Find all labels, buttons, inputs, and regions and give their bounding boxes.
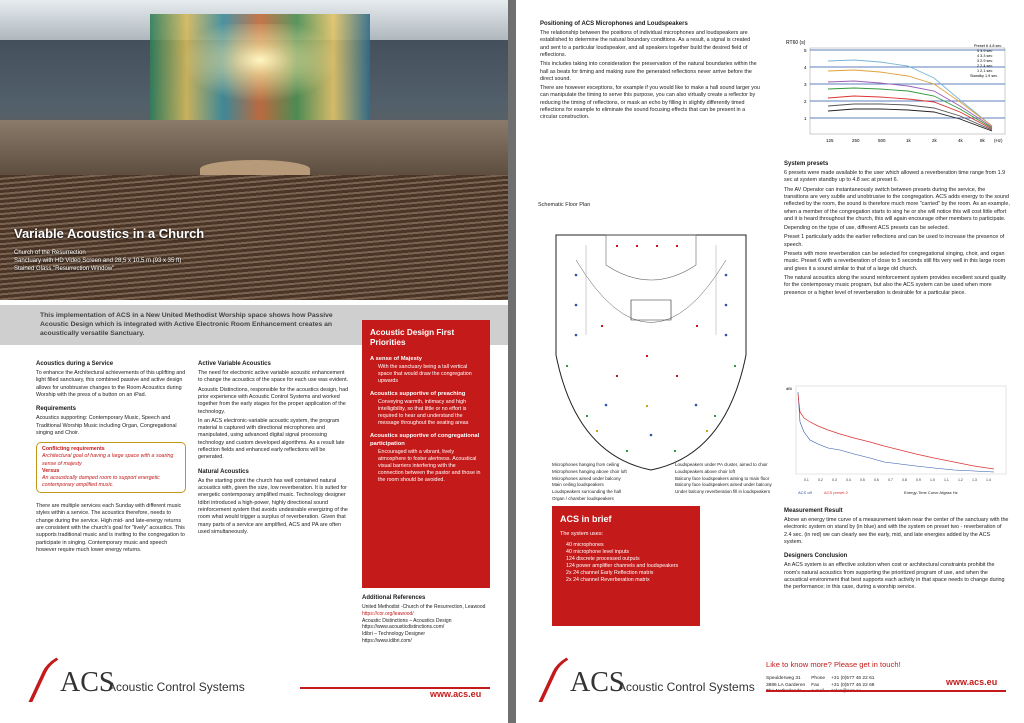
rt60-ylabel: RT60 (s) — [786, 40, 806, 46]
paragraph: As the starting point the church has well contained natural acoustics with, given the size, low reverberation. It is suited for energetic contemporary amplified music. Technology designer Idibri introduced a high-power, highly directional sound reinforcement system that avoids undesirable energizing of the room what would trigger a surplus of reverberation. Given that many parts of a service are amplified, ACS and PA are often used simultaneously. — [198, 477, 348, 535]
svg-text:0.8: 0.8 — [902, 478, 907, 482]
priorities-box: Acoustic Design First Priorities A sense of Majesty With the sanctuary being a tall vertical space that would draw the congregation upwards Acoustics supportive of preaching Conveying warmth, intimacy and high intelligibility, so that little or no effort is required to hear and understand the message throughout the seating areas Acoustics supportive of congregational participation Encouraged with a vibrant, lively atmosphere to foster alertness. Acoustical visual barriers interfering with the connection between the pastor and those in the room should be avoided. — [362, 320, 490, 588]
references: Additional References United Methodist -Church of the Resurrection, Leawood https://cor.org/leawood/ Acoustic Distinctions – Acoustics Design https://www.acousticdistinctions.com/ Idibri – Technology Designer https://www.idibri.com/ — [362, 594, 492, 645]
conflict-box: Conflicting requirements Architectural goal of having a large space with a soaring sense of majesty Versus An acoustically damped room to support energetic contemporary amplified music. — [36, 442, 186, 493]
legend-item: Main ceiling loudspeakers — [552, 482, 604, 488]
legend-item: Loudspeakers under PA cluster, aimed to choir — [675, 462, 768, 467]
legend-item: Balcony face loudspeakers aiming to main floor — [675, 475, 770, 481]
reference-link[interactable]: https://www.idibri.com/ — [362, 637, 412, 644]
svg-text:dBi: dBi — [786, 386, 792, 391]
svg-text:1.1: 1.1 — [944, 478, 949, 482]
column-1 — [36, 360, 186, 556]
brief-item: 40 microphones — [566, 541, 604, 548]
heading: Requirements — [36, 406, 77, 413]
reference-link[interactable]: https://cor.org/leawood/ — [362, 610, 414, 617]
svg-text:4: 4 — [804, 65, 807, 70]
cta: Like to know more? Please get in touch! — [766, 660, 901, 669]
rt60-chart — [784, 36, 1014, 154]
paragraph: The need for electronic active variable acoustic enhancement to change the acoustics of the space for each use was evident. — [198, 370, 349, 384]
svg-text:1.3: 1.3 — [972, 478, 977, 482]
legend-item: Organ / chamber loudspeakers — [552, 495, 614, 501]
measurement-section: Measurement Result Above an energy time curve of a measurement taken near the center of the sanctuary with the electronic system on stand by (in blue) and with the system on preset two - reverberation of 2.4 sec. (in red) we can clearly see the early, mid, and late energies added by the ACS system. Designers Conclusion An ACS system is an effective solution when cost or architectural constraints prohibit the room's natural acoustics from supporting the prioritized program of use, and when the acoustical environment that best supports each activity in that space needs to change during the performance; in this case, during a worship service. — [784, 508, 1009, 591]
paragraph: In an ACS electronic-variable acoustic system, the program material is captured with directional microphones and manipulated, using advanced digital signal processing technology and custom developed algorithms. As a result late reflection fields and enhanced early reflections will be generated. — [198, 417, 345, 461]
svg-text:0.1: 0.1 — [804, 478, 809, 482]
svg-text:1 2.1 sec: 1 2.1 sec — [977, 69, 993, 73]
brochure-page-left — [0, 0, 508, 723]
legend-item: Loudspeakers above choir loft — [675, 468, 736, 474]
legend-item: Loudspeakers surrounding the hall — [552, 489, 622, 494]
presets-section: System presets 6 presets were made available to the user which allowed a reverberation time range from 1.9 sec at system standby up to 4.8 sec at preset 6. The AV Operator can instantaneously switch between presets during the service, the transitions are very subtle and unobtrusive to the congregation. ACS adds energy to the sound reflected by the room, the sound is therefore much more "carried" by the room. As an example, when a member of the congregation starts to sing he or she will notice this will cost little effort and it is heard throughout the church, this will again encourage other members to participate. Depending on the type of use, different ACS presets can be selected. Preset 1 particularly adds the earlier reflections and can be used to increase the presence of speech. Presets with more reverberation can be selected for congregational singing, choir, and organ music. Preset 6 with a reverberation of close to 5 seconds still fits very well in this large room and gives it a sound similar to that of a large old church. The natural acoustics along the sound reinforcement system provides excellent sound quality for the contemporary music program, but also the ACS system can be used when more presence or a higher level of reverberation is desirable for a particular piece. — [784, 161, 1010, 296]
intro-text: This implementation of ACS in a New United Methodist Worship space shows how Passive Acoustic Design which is integrated with Active Electronic Room Enhancement creates an acoustically versatile Sanctuary. — [40, 312, 333, 337]
svg-text:125: 125 — [826, 138, 834, 143]
svg-text:3 2.9 sec: 3 2.9 sec — [977, 59, 993, 63]
svg-text:2 2.4 sec: 2 2.4 sec — [977, 64, 993, 68]
svg-text:500: 500 — [878, 138, 886, 143]
subtitle-line: Stained Glass "Resurrection Window" — [14, 266, 115, 273]
heading: Acoustics during a Service — [36, 361, 114, 367]
brief-item: 2x 24 channel Reverberation matrix — [566, 577, 650, 584]
acs-logo: ACS Acoustic Control Systems — [540, 652, 780, 707]
svg-text:Standby 1.9 sec: Standby 1.9 sec — [970, 74, 998, 78]
legend-item: Balcony face loudspeakers aimed under balcony — [675, 482, 772, 488]
svg-text:8k: 8k — [980, 138, 985, 143]
contact-table: Speulderweg 31 Phone +31 (0)577 46 22 61 3886 LA Garderen Fax +31 (0)577 46 22 68 — [766, 676, 880, 695]
website-link[interactable]: www.acs.eu — [430, 689, 482, 699]
svg-text:4k: 4k — [958, 138, 963, 143]
svg-text:0.4: 0.4 — [846, 478, 851, 482]
svg-text:2k: 2k — [932, 138, 937, 143]
svg-text:0.9: 0.9 — [916, 478, 921, 482]
svg-text:ACS off: ACS off — [798, 490, 812, 495]
svg-text:ACS preset 2: ACS preset 2 — [824, 490, 848, 495]
svg-text:5 3.9 sec: 5 3.9 sec — [977, 49, 993, 53]
svg-text:0.5: 0.5 — [860, 478, 865, 482]
column-2 — [198, 360, 350, 538]
svg-text:1: 1 — [804, 116, 807, 121]
paragraph: Acoustic Distinctions, responsible for the acoustics design, had prior experience with Acoustic Control Systems and worked together from the early stages for the proper application of the technology. — [198, 386, 349, 415]
phone-number[interactable]: +31 (0)577 46 22 61 — [831, 676, 875, 682]
legend-item: Microphones hanging from ceiling — [552, 462, 620, 467]
floor-plan-diagram — [546, 200, 756, 480]
title-overlay — [14, 225, 274, 274]
heading: Active Variable Acoustics — [198, 361, 271, 367]
website-link[interactable]: www.acs.eu — [946, 677, 998, 687]
svg-text:0.7: 0.7 — [888, 478, 893, 482]
church-photo — [0, 0, 508, 300]
floor-plan-title: Schematic Floor Plan — [538, 202, 591, 208]
svg-text:250: 250 — [852, 138, 860, 143]
subtitle-line: Church of the Resurrection — [14, 249, 86, 256]
subtitle-line: Sanctuary with HD Video Screen and 28,5 x 10,5 m (93 x 35 ft) — [14, 257, 182, 264]
svg-text:Energy-Time Curve Afgass Hz: Energy-Time Curve Afgass Hz — [904, 490, 958, 495]
legend-item: Microphones aimed under balcony — [552, 475, 621, 481]
svg-text:0.6: 0.6 — [874, 478, 879, 482]
legend-item: Microphones hanging above choir loft — [552, 468, 627, 474]
brief-item: 40 microphone level inputs — [566, 548, 630, 555]
acs-in-brief-box: ACS in brief The system uses: 40 microphones 40 microphone level inputs 124 discrete processed outputs 124 power amplifier channels and loudspeakers 2x 24 channel Early Reflection matrix 2x 24 channel Reverberation matrix — [552, 506, 700, 626]
brief-item: 2x 24 channel Early Reflection matrix — [566, 570, 654, 577]
svg-text:1.0: 1.0 — [930, 478, 935, 482]
paragraph: Acoustics supporting: Contemporary Music, Speech and Traditional Worship Music including Organ, Congregational singing and Choir. — [36, 415, 177, 436]
svg-text:4 3.3 sec: 4 3.3 sec — [977, 54, 993, 58]
svg-text:(Hz): (Hz) — [994, 138, 1003, 143]
svg-text:2: 2 — [804, 99, 807, 104]
paragraph: There are multiple services each Sunday with different music styles within a service. The acoustics therefore, needs to change during the service. High mid- and late-energy returns are consistent with the church's goal for "lively" acoustics. This supports traditional music and is inviting to the congregation to participate in singing. Contemporary music and speech however require much lower energy returns. — [36, 503, 185, 553]
paragraph: To enhance the Architectural achievements of this uplifting and light filled sanctuary, this combined passive and active design allows for unobtrusive changes to the Room Acoustics during Worship with the press of a button on an iPad. — [36, 370, 186, 398]
svg-text:3: 3 — [804, 82, 807, 87]
page-title: Variable Acoustics in a Church — [14, 226, 205, 241]
brief-item: 124 power amplifier channels and loudspeakers — [566, 562, 679, 569]
positioning-section: Positioning of ACS Microphones and Loudspeakers The relationship between the positions of individual microphones and loudspeakers are established to determine the natural boundary conditions. As a result, a signal is created and sent to a particular loudspeaker, and all speakers together build the desired field of reflections. This includes taking into consideration the preservation of the natural boundaries within the hall as beats for timing and making sure the generated reflections never arrive before the direct sound. There are however exceptions, for example if you would like to make a hall sound larger you can manipulate the timing to serve this purpose, you can also virtually create a reflector by reducing the timing of reflections, or mask an echo by filling in slightly differently timed reflections for example to eliminate the sound focusing effects that can be present in a circular construction. — [540, 21, 760, 121]
svg-text:1.4: 1.4 — [986, 478, 991, 482]
svg-text:Preset 6 4.8 sec: Preset 6 4.8 sec — [974, 44, 1002, 48]
heading: Natural Acoustics — [198, 468, 249, 475]
brochure-page-right — [516, 0, 1024, 723]
acs-logo: ACS Acoustic Control Systems — [30, 652, 270, 707]
priorities-title: Acoustic Design First Priorities — [370, 328, 455, 347]
reference-link[interactable]: https://www.acousticdistinctions.com/ — [362, 624, 445, 631]
svg-text:0.2: 0.2 — [818, 478, 823, 482]
floor-plan-legend — [552, 462, 792, 503]
energy-time-curve — [784, 382, 1010, 502]
svg-text:0.3: 0.3 — [832, 478, 837, 482]
svg-text:1k: 1k — [906, 138, 911, 143]
legend-item: Under balcony reverberation fill in loudspeakers — [675, 489, 771, 494]
svg-text:5: 5 — [804, 48, 807, 53]
svg-text:1.2: 1.2 — [958, 478, 963, 482]
brief-item: 124 discrete processed outputs — [566, 555, 640, 562]
